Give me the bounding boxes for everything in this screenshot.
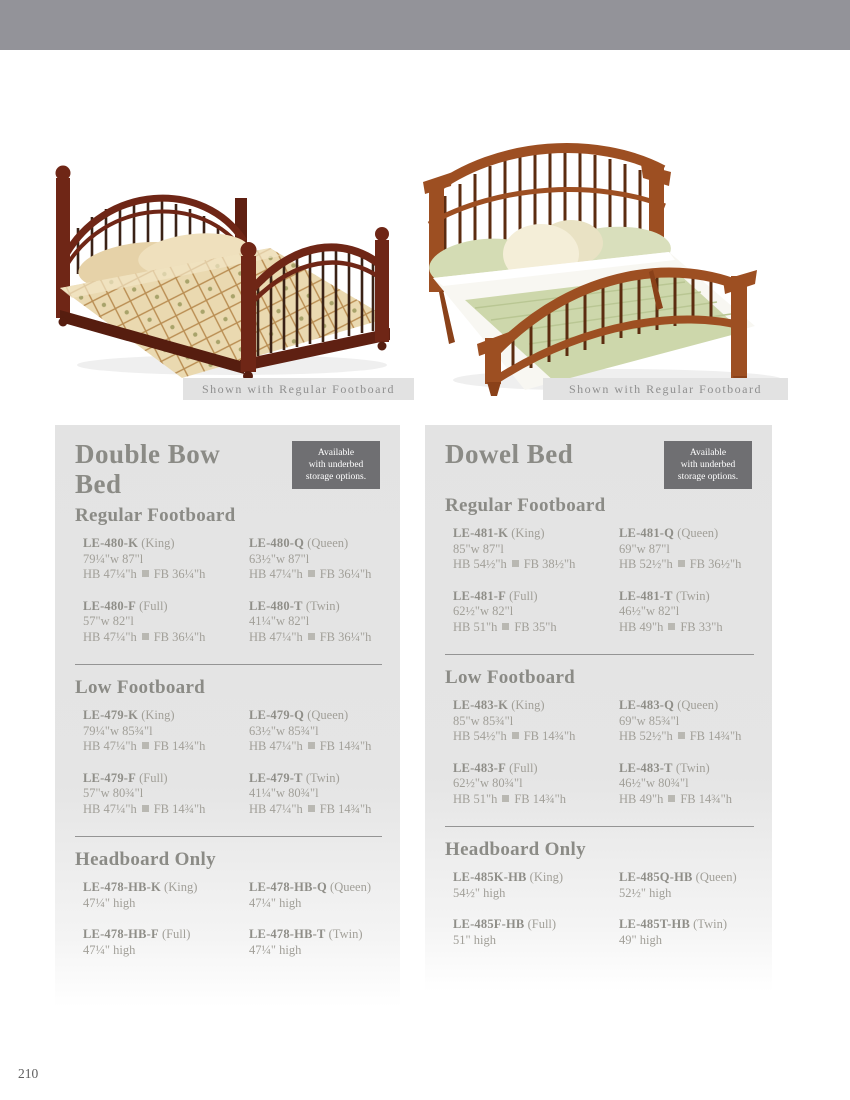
dimensions: 57"w 82"l bbox=[83, 614, 134, 628]
badge-line: storage options. bbox=[305, 472, 367, 482]
dimensions: 46½"w 80¾"l bbox=[619, 776, 689, 790]
product-title-line: Double Bow bbox=[75, 439, 221, 469]
bed-size: (Twin) bbox=[675, 760, 710, 775]
badge-line: with underbed bbox=[308, 460, 364, 470]
model-code: LE-479-T bbox=[249, 770, 303, 785]
spec-item bbox=[619, 589, 756, 636]
bed-size: (King) bbox=[529, 870, 563, 884]
spec-item bbox=[83, 708, 249, 755]
dimensions: 46½"w 82"l bbox=[619, 604, 680, 618]
model-code: LE-480-Q bbox=[249, 536, 305, 550]
footboard-height: FB 36¼"h bbox=[319, 629, 372, 644]
footboard-height: FB 14¾"h bbox=[153, 801, 206, 816]
model-code: LE-480-T bbox=[249, 598, 303, 613]
section-heading-low-footboard: Low Footboard bbox=[75, 677, 206, 698]
model-code: LE-481-Q bbox=[619, 526, 675, 540]
dimensions: 51" high bbox=[453, 932, 496, 947]
footboard-height: FB 36¼"h bbox=[153, 567, 206, 581]
bed-size: (Full) bbox=[509, 760, 538, 775]
spec-item bbox=[83, 771, 249, 818]
model-code: LE-478-HB-K bbox=[83, 880, 161, 894]
model-code: LE-478-HB-F bbox=[83, 927, 159, 941]
dimensions: 47¼" high bbox=[249, 895, 302, 910]
dowel-bed-illustration bbox=[413, 128, 795, 398]
section-divider bbox=[445, 826, 754, 827]
bed-size: (Full) bbox=[139, 770, 168, 785]
model-code: LE-478-HB-Q bbox=[249, 880, 327, 894]
model-code: LE-483-F bbox=[453, 760, 506, 775]
headboard-height: HB 52½"h bbox=[619, 729, 673, 743]
dimensions: 41¼"w 82"l bbox=[249, 614, 310, 628]
footboard-height: FB 36¼"h bbox=[319, 567, 372, 581]
underbed-storage-badge bbox=[292, 441, 380, 489]
square-bullet-icon bbox=[668, 623, 675, 630]
square-bullet-icon bbox=[142, 805, 149, 812]
model-code: LE-480-F bbox=[83, 598, 136, 613]
footboard-height: FB 14¾"h bbox=[319, 739, 372, 753]
spec-item bbox=[249, 708, 384, 755]
footboard-height: FB 33"h bbox=[680, 619, 723, 634]
bed-size: (Queen) bbox=[330, 880, 371, 894]
bed-size: (Twin) bbox=[675, 588, 710, 603]
product-title-line: Dowel Bed bbox=[445, 439, 574, 469]
footboard-height: FB 36¼"h bbox=[153, 629, 206, 644]
model-code: LE-479-Q bbox=[249, 708, 305, 722]
bed-size: (Queen) bbox=[677, 526, 719, 540]
underbed-storage-badge bbox=[664, 441, 752, 489]
spec-item bbox=[453, 917, 619, 948]
dimensions: 47¼" high bbox=[83, 895, 136, 910]
headboard-height: HB 47¼"h bbox=[249, 567, 303, 581]
bed-size: (Twin) bbox=[328, 927, 363, 941]
footboard-height: FB 35"h bbox=[514, 619, 557, 634]
dimensions: 54½" high bbox=[453, 885, 506, 900]
bed-size: (Queen) bbox=[695, 870, 737, 884]
bed-size: (King) bbox=[141, 708, 175, 722]
dimensions: 63½"w 87"l bbox=[249, 551, 310, 566]
model-code: LE-481-K bbox=[453, 526, 509, 540]
square-bullet-icon bbox=[502, 795, 509, 802]
section-heading-regular-footboard: Regular Footboard bbox=[445, 495, 606, 516]
footboard-height: FB 14¾"h bbox=[523, 729, 576, 743]
headboard-height: HB 54½"h bbox=[453, 557, 507, 571]
dimensions: 69"w 87"l bbox=[619, 541, 670, 556]
dowel-bed-photo bbox=[413, 128, 795, 398]
badge-line: with underbed bbox=[680, 460, 736, 470]
square-bullet-icon bbox=[308, 805, 315, 812]
dimensions: 52½" high bbox=[619, 885, 672, 900]
badge-line: Available bbox=[317, 448, 355, 458]
badge-line: Available bbox=[689, 448, 727, 458]
headboard-height: HB 47¼"h bbox=[83, 567, 137, 581]
square-bullet-icon bbox=[668, 795, 675, 802]
dimensions: 47¼" high bbox=[83, 942, 136, 957]
square-bullet-icon bbox=[512, 732, 519, 739]
bed-size: (King) bbox=[511, 698, 545, 712]
square-bullet-icon bbox=[142, 742, 149, 749]
headboard-height: HB 47¼"h bbox=[83, 629, 137, 644]
section-divider bbox=[75, 836, 382, 837]
photo-caption-right: Shown with Regular Footboard bbox=[543, 378, 788, 400]
model-code: LE-485K-HB bbox=[453, 870, 527, 884]
footboard-height: FB 38½"h bbox=[523, 557, 576, 571]
bed-size: (Twin) bbox=[305, 598, 340, 613]
headboard-height: HB 51"h bbox=[453, 791, 498, 806]
headboard-height: HB 49"h bbox=[619, 791, 664, 806]
spec-item bbox=[83, 927, 249, 958]
spec-item bbox=[619, 870, 756, 901]
spec-item bbox=[453, 761, 619, 808]
dimensions: 62½"w 80¾"l bbox=[453, 776, 523, 790]
square-bullet-icon bbox=[308, 742, 315, 749]
headboard-height: HB 47¼"h bbox=[83, 739, 137, 753]
spec-item bbox=[83, 536, 249, 583]
spec-item bbox=[249, 927, 384, 958]
spec-grid bbox=[75, 880, 384, 958]
dimensions: 79¼"w 85¾"l bbox=[83, 723, 153, 738]
model-code: LE-479-K bbox=[83, 708, 139, 722]
bed-size: (Twin) bbox=[305, 770, 340, 785]
model-code: LE-481-T bbox=[619, 588, 673, 603]
page-number: 210 bbox=[18, 1066, 39, 1081]
dimensions: 41¼"w 80¾"l bbox=[249, 786, 319, 800]
headboard-height: HB 49"h bbox=[619, 619, 664, 634]
footboard-height: FB 36½"h bbox=[689, 557, 742, 571]
dimensions: 47¼" high bbox=[249, 942, 302, 957]
model-code: LE-485F-HB bbox=[453, 917, 525, 931]
square-bullet-icon bbox=[308, 570, 315, 577]
spec-item bbox=[249, 880, 384, 911]
model-code: LE-485Q-HB bbox=[619, 870, 693, 884]
double-bow-bed-illustration bbox=[42, 146, 400, 380]
model-code: LE-479-F bbox=[83, 770, 136, 785]
spec-item bbox=[619, 917, 756, 948]
model-code: LE-481-F bbox=[453, 588, 506, 603]
model-code: LE-483-T bbox=[619, 760, 673, 775]
section-divider bbox=[445, 654, 754, 655]
model-code: LE-480-K bbox=[83, 536, 139, 550]
spec-item bbox=[453, 526, 619, 573]
square-bullet-icon bbox=[678, 732, 685, 739]
dimensions: 62½"w 82"l bbox=[453, 604, 514, 618]
section-heading-low-footboard: Low Footboard bbox=[445, 667, 576, 688]
spec-item bbox=[619, 761, 756, 808]
bed-size: (King) bbox=[511, 526, 545, 540]
section-divider bbox=[75, 664, 382, 665]
spec-grid bbox=[445, 870, 756, 948]
bed-size: (King) bbox=[164, 880, 198, 894]
headboard-height: HB 47¼"h bbox=[249, 801, 303, 816]
bed-size: (Queen) bbox=[677, 698, 719, 712]
photo-caption-left: Shown with Regular Footboard bbox=[183, 378, 414, 400]
headboard-height: HB 52½"h bbox=[619, 557, 673, 571]
dimensions: 57"w 80¾"l bbox=[83, 786, 144, 800]
section-heading-regular-footboard: Regular Footboard bbox=[75, 505, 236, 526]
footboard-height: FB 14¾"h bbox=[153, 739, 206, 753]
footboard-height: FB 14¾"h bbox=[689, 729, 742, 743]
product-panel-double-bow-bed bbox=[55, 425, 400, 1007]
bed-size: (Queen) bbox=[307, 708, 349, 722]
spec-item bbox=[249, 599, 384, 646]
dimensions: 85"w 87"l bbox=[453, 541, 504, 556]
spec-item bbox=[453, 589, 619, 636]
square-bullet-icon bbox=[678, 560, 685, 567]
model-code: LE-483-K bbox=[453, 698, 509, 712]
product-title-line: Bed bbox=[75, 469, 122, 499]
product-title bbox=[445, 439, 573, 469]
spec-grid bbox=[75, 536, 384, 645]
panel-header bbox=[75, 439, 384, 499]
bed-size: (King) bbox=[141, 536, 175, 550]
square-bullet-icon bbox=[502, 623, 509, 630]
spec-grid bbox=[445, 526, 756, 635]
spec-item bbox=[619, 698, 756, 745]
spec-item bbox=[453, 870, 619, 901]
bed-size: (Full) bbox=[527, 917, 557, 931]
spec-grid bbox=[75, 708, 384, 817]
model-code: LE-485T-HB bbox=[619, 917, 691, 931]
bed-size: (Full) bbox=[161, 927, 191, 941]
square-bullet-icon bbox=[512, 560, 519, 567]
headboard-height: HB 47¼"h bbox=[83, 801, 137, 816]
headboard-height: HB 51"h bbox=[453, 619, 498, 634]
model-code: LE-483-Q bbox=[619, 698, 675, 712]
product-panel-dowel-bed bbox=[425, 425, 772, 992]
bed-size: (Full) bbox=[509, 588, 538, 603]
spec-item bbox=[453, 698, 619, 745]
section-heading-headboard-only: Headboard Only bbox=[75, 849, 216, 870]
square-bullet-icon bbox=[142, 570, 149, 577]
dimensions: 85"w 85¾"l bbox=[453, 713, 514, 728]
section-heading-headboard-only: Headboard Only bbox=[445, 839, 586, 860]
spec-grid bbox=[445, 698, 756, 807]
badge-line: storage options. bbox=[677, 472, 739, 482]
dimensions: 79¼"w 87"l bbox=[83, 551, 144, 566]
bed-size: (Twin) bbox=[693, 917, 727, 931]
bed-size: (Full) bbox=[139, 598, 168, 613]
top-header-bar bbox=[0, 0, 850, 50]
product-title bbox=[75, 439, 220, 499]
dimensions: 49" high bbox=[619, 932, 662, 947]
bed-size: (Queen) bbox=[307, 536, 349, 550]
square-bullet-icon bbox=[142, 633, 149, 640]
spec-item bbox=[249, 536, 384, 583]
footboard-height: FB 14¾"h bbox=[319, 801, 372, 816]
footboard-height: FB 14¾"h bbox=[680, 791, 732, 806]
spec-item bbox=[619, 526, 756, 573]
dimensions: 69"w 85¾"l bbox=[619, 713, 680, 728]
headboard-height: HB 54½"h bbox=[453, 729, 507, 743]
spec-item bbox=[83, 880, 249, 911]
double-bow-bed-photo bbox=[42, 146, 400, 380]
spec-item bbox=[83, 599, 249, 646]
square-bullet-icon bbox=[308, 633, 315, 640]
footboard-height: FB 14¾"h bbox=[514, 791, 566, 806]
dimensions: 63½"w 85¾"l bbox=[249, 723, 319, 738]
model-code: LE-478-HB-T bbox=[249, 927, 326, 941]
panel-header bbox=[445, 439, 756, 489]
headboard-height: HB 47¼"h bbox=[249, 629, 303, 644]
spec-item bbox=[249, 771, 384, 818]
headboard-height: HB 47¼"h bbox=[249, 739, 303, 753]
